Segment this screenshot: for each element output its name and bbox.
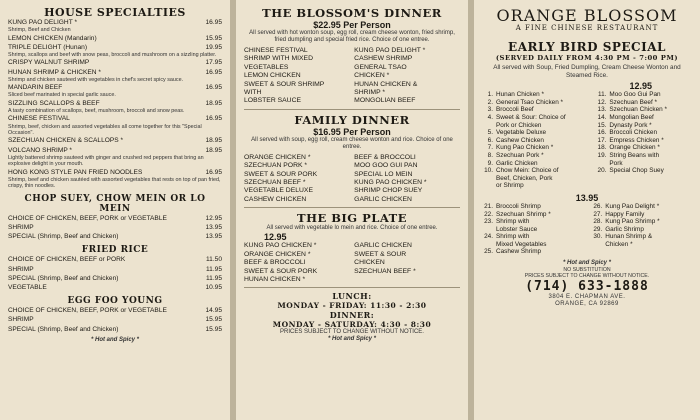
early-bird-item-name: Pork or Chicken [496, 121, 542, 129]
entree-item: SZECHUAN BEEF * [354, 267, 416, 275]
early-bird-item-number: 28. [593, 218, 603, 226]
early-bird-item [595, 106, 692, 114]
entree-item: SPECIAL LO MEIN [354, 170, 413, 178]
early-bird-item-name: Moo Goo Gui Pan [609, 91, 661, 99]
menu-item-row [8, 35, 222, 43]
menu-item-name: SHRIMP [8, 316, 34, 324]
early-bird-item-number: 9. [487, 159, 493, 167]
menu-item [8, 137, 222, 145]
early-bird-item-name: Empress Chicken * [609, 136, 664, 144]
menu-item [8, 224, 222, 232]
early-bird-item-number: 23. [484, 218, 493, 226]
blossom-dinner-title: THE BLOSSOM'S DINNER [262, 6, 442, 20]
early-bird-item-number: 20. [597, 167, 607, 175]
early-bird-right-2 [591, 203, 692, 256]
early-bird-item-number: 14. [597, 113, 607, 121]
early-bird-item-number [591, 241, 602, 249]
early-bird-item-number: 3. [487, 106, 493, 114]
early-bird-item-name: Szechuan Chicken * [609, 106, 667, 114]
early-bird-item-name: Szechuan Beef * [609, 98, 658, 106]
early-bird-item-number: 18. [597, 144, 607, 152]
early-bird-item-name: Broccoli Chicken [609, 129, 657, 137]
early-bird-item [595, 114, 692, 122]
menu-item-price: 16.95 [205, 84, 222, 92]
entree-item: BEEF & BROCCOLI [244, 259, 306, 267]
early-bird-item [482, 91, 595, 99]
early-bird-item-number: 25. [484, 248, 493, 256]
menu-item-price: 13.95 [205, 233, 222, 241]
entree-item: CASHEW CHICKEN [244, 195, 307, 203]
blossom-dinner-price: $22.95 Per Person [313, 20, 391, 30]
big-plate-description: All served with vegetable lo mein and rice. Choice of one entree. [266, 225, 438, 232]
price-notice: PRICES SUBJECT TO CHANGE WITHOUT NOTICE. [524, 273, 650, 280]
early-bird-item-name: Broccoli Shrimp [496, 202, 541, 210]
early-bird-item-name: Kung Pao Chicken * [496, 144, 554, 152]
menu-item-price: 12.95 [205, 214, 222, 222]
early-bird-item-name: Chicken * [605, 240, 633, 248]
early-bird-description: All served with Soup, Fried Dumpling, Cream Cheese Wonton and Steamed Rice. [493, 64, 681, 79]
early-bird-item [482, 218, 591, 226]
menu-item-price: 18.95 [205, 137, 222, 145]
big-plate-entrees-right [354, 242, 460, 284]
menu-item-row [8, 147, 222, 155]
fried-rice-list [8, 256, 222, 292]
big-plate-entrees [244, 242, 460, 284]
early-bird-item-number: 19. [597, 151, 607, 159]
early-bird-list-1 [482, 91, 692, 190]
restaurant-name: ORANGE BLOSSOM [496, 6, 678, 25]
entree-item: BEEF & BROCCOLI [354, 153, 416, 161]
entree-item: LOBSTER SAUCE [244, 97, 302, 105]
menu-item-row [8, 275, 222, 283]
entree-item: MONGOLIAN BEEF [354, 97, 416, 105]
menu-item-price: 11.50 [205, 256, 222, 264]
early-bird-item-name: Hunan Chicken * [496, 91, 544, 99]
menu-item-price: 15.95 [205, 316, 222, 324]
menu-item-row [8, 59, 222, 67]
early-bird-item [595, 160, 692, 168]
menu-item-row [8, 266, 222, 274]
menu-item-name: VEGETABLE [8, 283, 47, 291]
early-bird-item-name: Pork [609, 159, 623, 167]
early-bird-item-name: General Tsao Chicken * [496, 98, 564, 106]
egg-foo-young-list [8, 307, 222, 334]
menu-item-description: Shrimp, Beef and Chicken [8, 27, 71, 34]
early-bird-item [595, 152, 692, 160]
menu-item-name: TRIPLE DELIGHT (Hunan) [8, 43, 88, 51]
early-bird-item-number: 29. [593, 225, 603, 233]
early-bird-item [482, 160, 595, 168]
early-bird-item-number: 27. [593, 210, 603, 218]
menu-item-row [8, 224, 222, 232]
menu-item-name: LEMON CHICKEN (Mandarin) [8, 34, 97, 42]
entree-item: WITH [244, 89, 262, 97]
early-bird-item-number: 2. [487, 98, 493, 106]
entree-item: SHRIMP * [354, 89, 386, 97]
menu-item-price: 16.95 [205, 19, 222, 26]
early-bird-item-number: 11. [597, 91, 607, 99]
dinner-hours: MONDAY - SATURDAY: 4:30 - 8:30 [272, 320, 432, 330]
menu-item-row [8, 284, 222, 292]
early-bird-item [482, 226, 591, 234]
entree-item: HUNAN CHICKEN * [244, 275, 306, 283]
hot-spicy-note: * Hot and Spicy * [562, 260, 611, 267]
menu-item-name: KUNG PAO DELIGHT * [8, 19, 78, 26]
menu-item [8, 266, 222, 274]
hot-spicy-note: * Hot and Spicy * [90, 336, 139, 343]
early-bird-item-name: Happy Family [605, 210, 645, 218]
early-bird-item-name: Chow Mein: Choice of [496, 167, 559, 175]
menu-item-price: 11.95 [205, 274, 222, 282]
early-bird-item [595, 99, 692, 107]
left-menu-panel [0, 0, 230, 420]
early-bird-item [482, 211, 591, 219]
restaurant-tagline: A FINE CHINESE RESTAURANT [515, 24, 659, 32]
early-bird-item [591, 241, 692, 249]
menu-item-description: Shrimp, scallops and beef with snow peas, broccoli and mushroom on a sizzling platter. [8, 52, 217, 59]
early-bird-item [482, 248, 591, 256]
menu-item-row [8, 137, 222, 145]
menu-item [8, 275, 222, 283]
menu-item-description: Shrimp, beef, chicken and assorted vegetables all come together for this "Special Occasion". [8, 123, 202, 137]
big-plate-title: THE BIG PLATE [297, 211, 407, 226]
blossom-entrees-left [244, 47, 350, 106]
early-bird-item [595, 129, 692, 137]
middle-menu-panel [236, 0, 468, 420]
entree-item: SHRIMP WITH MIXED [244, 55, 313, 63]
menu-item-name: SPECIAL (Shrimp, Beef and Chicken) [8, 274, 119, 282]
early-bird-item-name: Kung Pao Delight * [605, 202, 660, 210]
early-bird-item-name: Hunan Shrimp & [605, 233, 653, 241]
early-bird-item [595, 137, 692, 145]
menu-item-price: 16.95 [205, 168, 222, 176]
menu-item-description: A tasty combination of scallops, beef, mushroom, broccoli and snow peas. [8, 108, 185, 115]
menu-item-name: CHOICE OF CHICKEN, BEEF, PORK or VEGETABLE [8, 307, 167, 315]
menu-item-price: 15.95 [205, 325, 222, 333]
menu-item [8, 147, 222, 168]
right-menu-panel [474, 0, 700, 420]
menu-item-price: 13.95 [205, 223, 222, 231]
divider [244, 287, 460, 288]
menu-item-row [8, 19, 222, 27]
blossom-dinner-entrees [244, 47, 460, 106]
early-bird-item-number: 10. [484, 167, 493, 175]
lunch-hours: MONDAY - FRIDAY: 11:30 - 2:30 [277, 301, 427, 311]
early-bird-item [482, 122, 595, 130]
early-bird-item-name: Special Chop Suey [609, 167, 664, 175]
divider [244, 109, 460, 110]
early-bird-item-number: 30. [593, 233, 603, 241]
early-bird-item-number: 22. [484, 210, 493, 218]
entree-item: KUNG PAO CHICKEN * [244, 242, 317, 250]
family-dinner-description: All served with soup, egg roll, cream cheese wonton and rice. Choice of one entree. [251, 136, 453, 150]
menu-item-description: Lightly battered shrimp sauteed with ginger and crushed red peppers that bring an explosive delight in your mouth. [8, 154, 204, 168]
price-notice: PRICES SUBJECT TO CHANGE WITHOUT NOTICE. [280, 329, 424, 336]
early-bird-item-number [482, 122, 493, 130]
early-bird-item-name: Lobster Sauce [496, 225, 538, 233]
menu-item-row [8, 169, 222, 177]
big-plate-entrees-left [244, 242, 350, 284]
menu-item-row [8, 316, 222, 324]
entree-item: SWEET & SOUR SHRIMP [244, 80, 325, 88]
early-bird-item-name: Shrimp with [496, 233, 530, 241]
chop-suey-list [8, 215, 222, 242]
early-bird-item-number: 12. [597, 98, 607, 106]
early-bird-item-name: or Shrimp [496, 182, 524, 190]
early-bird-item-name: Garlic Shrimp [605, 225, 644, 233]
early-bird-item-number: 24. [484, 233, 493, 241]
menu-item-name: CHOICE OF CHICKEN, BEEF or PORK [8, 256, 126, 264]
entree-item: CHICKEN * [354, 72, 390, 80]
early-bird-item-number: 1. [487, 91, 493, 99]
menu-item [8, 115, 222, 136]
blossom-entrees-right [354, 47, 460, 106]
early-bird-item-number [482, 175, 493, 183]
menu-item-row [8, 115, 222, 123]
early-bird-item-number: 17. [597, 136, 607, 144]
lunch-title: LUNCH: [332, 291, 372, 302]
menu-item-name: SHRIMP [8, 265, 34, 273]
early-bird-item-name: String Beans with [609, 151, 660, 159]
early-bird-item-name: Vegetable Deluxe [496, 129, 547, 137]
family-dinner-entrees [244, 154, 460, 204]
menu-item-price: 14.95 [205, 307, 222, 315]
early-bird-item-number: 15. [597, 121, 607, 129]
early-bird-item-name: Cashew Chicken [496, 136, 544, 144]
early-bird-item [591, 226, 692, 234]
early-bird-item [482, 203, 591, 211]
family-dinner-price: $16.95 Per Person [313, 126, 391, 137]
blossom-dinner-description: All served with hot wonton soup, egg roll, cream cheese wonton, fried shrimp, fried dumpling and special fried rice. Choice of one entree. [249, 30, 455, 43]
no-substitution-note: NO SUBSTITUTION [563, 267, 611, 274]
early-bird-item-number: 8. [487, 151, 493, 159]
entree-item: KUNG PAO DELIGHT * [354, 47, 426, 54]
menu-item [8, 316, 222, 324]
menu-item [8, 69, 222, 84]
chop-suey-title: CHOP SUEY, CHOW MEIN OR LO MEIN [24, 193, 206, 214]
entree-item: MOO GOO GUI PAN [354, 162, 418, 170]
early-bird-item-number [595, 160, 606, 168]
early-bird-hours: (SERVED DAILY FROM 4:30 PM - 7:00 PM) [495, 54, 679, 62]
entree-item: CHICKEN [354, 259, 385, 267]
menu-item-row [8, 256, 222, 264]
fried-rice-title: FRIED RICE [81, 245, 149, 256]
entree-item: KUNG PAO CHICKEN * [354, 179, 427, 187]
early-bird-item [482, 152, 595, 160]
early-bird-item [482, 233, 591, 241]
menu-item-row [8, 326, 222, 334]
early-bird-item-name: Cashew Shrimp [496, 248, 542, 256]
early-bird-right-1 [595, 91, 692, 190]
early-bird-item-name: Garlic Chicken [496, 159, 538, 167]
menu-item [8, 35, 222, 43]
menu-item-row [8, 100, 222, 108]
early-bird-item-name: Szechuan Shrimp * [496, 210, 551, 218]
early-bird-price-2: 13.95 [575, 192, 599, 203]
entree-item: VEGETABLE DELUXE [244, 187, 314, 195]
early-bird-item [591, 203, 692, 211]
early-bird-item [482, 167, 595, 175]
hot-spicy-note: * Hot and Spicy * [327, 336, 376, 343]
menu-item-price: 18.95 [205, 99, 222, 107]
menu-item-name: SPECIAL (Shrimp, Beef and Chicken) [8, 233, 119, 241]
early-bird-item-number: 26. [593, 202, 603, 210]
menu-item [8, 233, 222, 241]
menu-item-price: 16.95 [205, 68, 222, 76]
early-bird-price-1: 12.95 [629, 81, 652, 92]
early-bird-item-name: Sweet & Sour: Choice of [496, 113, 566, 121]
menu-item-price: 16.95 [205, 115, 222, 123]
entree-item: SZECHUAN BEEF * [244, 179, 306, 187]
menu-item-name: CHINESE FESTIVAL [8, 115, 70, 123]
family-entrees-left [244, 154, 350, 204]
early-bird-item [595, 167, 692, 175]
entree-item: CHINESE FESTIVAL [244, 47, 308, 54]
menu-item-name: VOLCANO SHRIMP * [8, 146, 72, 154]
early-bird-title: EARLY BIRD SPECIAL [508, 40, 666, 54]
early-bird-item-number: 21. [484, 202, 493, 210]
phone-number: (714) 633-1888 [525, 279, 649, 295]
menu-item [8, 84, 222, 99]
address-line-1: 3804 E. CHAPMAN AVE. [548, 294, 626, 301]
menu-item-name: SZECHUAN CHICKEN & SCALLOPS * [8, 137, 124, 145]
divider [244, 207, 460, 208]
menu-item-name: CRISPY WALNUT SHRIMP [8, 59, 90, 67]
early-bird-list-2 [482, 203, 692, 256]
early-bird-item-name: Kung Pao Shrimp * [605, 218, 660, 226]
menu-item-row [8, 44, 222, 52]
early-bird-left-1 [482, 91, 595, 190]
menu-item-price: 15.95 [205, 34, 222, 42]
house-specialties-list [8, 19, 222, 190]
menu-item-price: 10.95 [205, 283, 222, 291]
menu-item-name: HONG KONG STYLE PAN FRIED NOODLES [8, 168, 143, 176]
family-dinner-title: FAMILY DINNER [294, 112, 410, 127]
early-bird-item-name: Shrimp with [496, 218, 530, 226]
early-bird-item-number: 13. [597, 106, 607, 114]
menu-item-price: 18.95 [205, 146, 222, 154]
menu-item [8, 19, 222, 34]
house-specialties-title: HOUSE SPECIALTIES [44, 6, 186, 19]
menu-item-name: SHRIMP [8, 223, 34, 231]
entree-item: GENERAL TSAO [354, 63, 407, 71]
early-bird-item-number: 7. [487, 144, 493, 152]
menu-item-name: HUNAN SHRIMP & CHICKEN * [8, 68, 101, 76]
early-bird-left-2 [482, 203, 591, 256]
early-bird-item-number: 4. [487, 113, 493, 121]
menu-item-name: SIZZLING SCALLOPS & BEEF [8, 99, 100, 107]
entree-item: SWEET & SOUR PORK [244, 170, 318, 178]
early-bird-item-number: 16. [597, 129, 607, 137]
early-bird-item [482, 144, 595, 152]
early-bird-item [595, 91, 692, 99]
early-bird-item-number [482, 241, 493, 249]
early-bird-item [482, 241, 591, 249]
dinner-title: DINNER: [329, 310, 375, 321]
early-bird-item-number: 6. [487, 136, 493, 144]
menu-item-price: 17.95 [205, 59, 222, 67]
menu-item [8, 169, 222, 190]
entree-item: CASHEW SHRIMP [354, 55, 413, 63]
early-bird-item-name: Mongolian Beef [609, 113, 654, 121]
menu-item [8, 307, 222, 315]
menu-item [8, 326, 222, 334]
menu-item-row [8, 84, 222, 92]
early-bird-item [482, 182, 595, 190]
early-bird-item-number [482, 182, 493, 190]
menu-item [8, 215, 222, 223]
early-bird-item [482, 129, 595, 137]
early-bird-item-name: Mixed Vegetables [496, 240, 547, 248]
early-bird-item-number [482, 226, 493, 234]
early-bird-item [591, 211, 692, 219]
entree-item: GARLIC CHICKEN [354, 242, 412, 250]
early-bird-item [482, 137, 595, 145]
entree-item: SHRIMP CHOP SUEY [354, 187, 423, 195]
menu-item [8, 44, 222, 59]
entree-item: GARLIC CHICKEN [354, 195, 412, 203]
egg-foo-young-title: EGG FOO YOUNG [67, 296, 163, 307]
early-bird-item [482, 99, 595, 107]
menu-item-name: MANDARIN BEEF [8, 84, 63, 92]
early-bird-item-name: Orange Chicken * [609, 144, 660, 152]
early-bird-item [482, 175, 595, 183]
menu-item-description: Shrimp and chicken sauteed with vegetables in chef's secret spicy sauce. [8, 76, 184, 83]
menu-item-row [8, 233, 222, 241]
early-bird-item-name: Beef, Chicken, Pork [496, 174, 553, 182]
menu-item [8, 100, 222, 115]
entree-item: ORANGE CHICKEN * [244, 250, 311, 258]
menu-item-name: SPECIAL (Shrimp, Beef and Chicken) [8, 325, 119, 333]
entree-item: SWEET & SOUR [354, 250, 407, 258]
entree-item: VEGETABLES [244, 63, 289, 71]
entree-item: SZECHUAN PORK * [244, 162, 308, 170]
early-bird-item-name: Szechuan Pork * [496, 151, 544, 159]
menu-item-price: 11.95 [205, 265, 222, 273]
menu-item [8, 284, 222, 292]
early-bird-item-number: 5. [487, 129, 493, 137]
early-bird-item [595, 122, 692, 130]
menu-item-description: Shrimp, beef and chicken sautéed with assorted vegetables that rests on top of pan fried, crispy, thin noodles. [8, 176, 221, 190]
menu-item-name: CHOICE OF CHICKEN, BEEF, PORK or VEGETABLE [8, 214, 167, 222]
menu-item-row [8, 215, 222, 223]
address-line-2: ORANGE, CA 92869 [555, 301, 619, 308]
menu-item-row [8, 69, 222, 77]
early-bird-item-name: Dynasty Pork * [609, 121, 652, 129]
menu-item-description: Sliced beef marinated in special garlic sauce. [8, 92, 116, 99]
entree-item: ORANGE CHICKEN * [244, 153, 311, 161]
early-bird-item-name: Broccoli Beef [496, 106, 534, 114]
early-bird-item [482, 114, 595, 122]
menu-item-row [8, 307, 222, 315]
entree-item: HUNAN CHICKEN & [354, 80, 418, 88]
family-entrees-right [354, 154, 460, 204]
entree-item: LEMON CHICKEN [244, 72, 301, 80]
big-plate-price: 12.95 [264, 232, 287, 243]
menu-item [8, 256, 222, 264]
early-bird-item [591, 218, 692, 226]
early-bird-item [482, 106, 595, 114]
early-bird-item [595, 144, 692, 152]
menu-item-price: 19.95 [205, 43, 222, 51]
early-bird-item [591, 233, 692, 241]
menu-item [8, 59, 222, 67]
entree-item: SWEET & SOUR PORK [244, 267, 318, 275]
